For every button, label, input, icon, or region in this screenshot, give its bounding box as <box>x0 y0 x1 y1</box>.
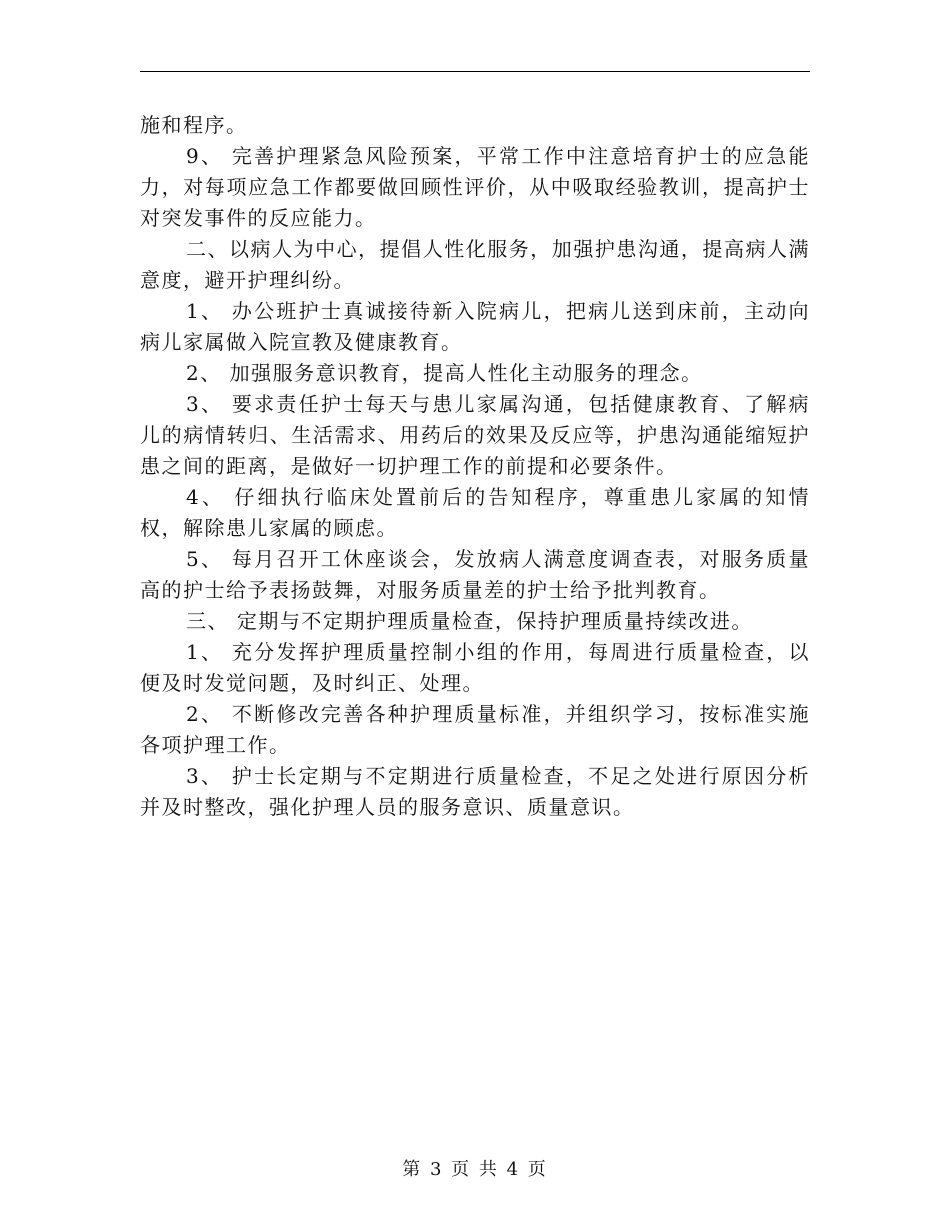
paragraph-6: 4、 仔细执行临床处置前后的告知程序，尊重患儿家属的知情权，解除患儿家属的顾虑。 <box>140 485 810 540</box>
paragraph-5: 3、 要求责任护士每天与患儿家属沟通，包括健康教育、了解病儿的病情转归、生活需求、用药后的效果及反应等，护患沟通能缩短护患之间的距离，是做好一切护理工作的前提和必要条件。 <box>140 392 810 478</box>
page-number-footer: 第 3 页 共 4 页 <box>402 1159 548 1180</box>
paragraph-2: 二、以病人为中心，提倡人性化服务，加强护患沟通，提高病人满意度，避开护理纠纷。 <box>140 237 810 292</box>
header-rule <box>140 71 810 72</box>
document-body <box>140 110 810 823</box>
paragraph-4: 2、 加强服务意识教育，提高人性化主动服务的理念。 <box>186 361 703 385</box>
paragraph-1: 9、 完善护理紧急风险预案，平常工作中注意培育护士的应急能力，对每项应急工作都要做回顾性评价，从中吸取经验教训，提高护士对突发事件的反应能力。 <box>140 144 810 230</box>
paragraph-8: 三、 定期与不定期护理质量检查，保持护理质量持续改进。 <box>186 609 753 633</box>
paragraph-11: 3、 护士长定期与不定期进行质量检查，不足之处进行原因分析并及时整改，强化护理人员的服务意识、质量意识。 <box>140 764 810 819</box>
paragraph-0: 施和程序。 <box>140 113 248 137</box>
paragraph-7: 5、 每月召开工休座谈会，发放病人满意度调查表，对服务质量高的护士给予表扬鼓舞，对服务质量差的护士给予批判教育。 <box>140 547 810 602</box>
paragraph-9: 1、 充分发挥护理质量控制小组的作用，每周进行质量检查，以便及时发觉问题，及时纠正、处理。 <box>140 640 810 695</box>
paragraph-3: 1、 办公班护士真诚接待新入院病儿，把病儿送到床前，主动向病儿家属做入院宣教及健康教育。 <box>140 299 810 354</box>
paragraph-10: 2、 不断修改完善各种护理质量标准，并组织学习，按标准实施各项护理工作。 <box>140 702 810 757</box>
